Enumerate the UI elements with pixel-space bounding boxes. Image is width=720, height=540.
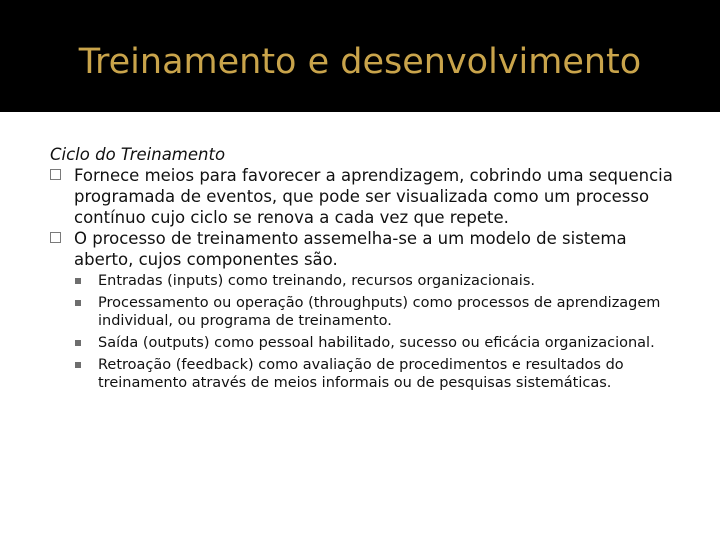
square-filled-icon: [75, 362, 81, 368]
square-outline-icon: [50, 232, 61, 243]
bullet-item: [50, 165, 690, 228]
sub-bullet-text: Entradas (inputs) como treinando, recursos organizacionais.: [98, 273, 535, 289]
title-bar: [0, 0, 720, 112]
sub-bullet-item: [75, 334, 680, 352]
bullet-text: Fornece meios para favorecer a aprendizagem, cobrindo uma sequencia programada de eventos, que pode ser visualizada como um processo contínuo cujo ciclo se renova a cada vez que repete.: [74, 166, 673, 227]
slide-content: [50, 144, 690, 396]
slide-title: Treinamento e desenvolvimento: [78, 42, 642, 82]
sub-bullet-text: Saída (outputs) como pessoal habilitado, sucesso ou eficácia organizacional.: [98, 335, 655, 351]
square-outline-icon: [50, 169, 61, 180]
sub-bullet-item: [75, 272, 680, 290]
sub-bullet-item: [75, 294, 680, 330]
sub-bullet-text: Processamento ou operação (throughputs) como processos de aprendizagem individual, ou programa de treinamento.: [98, 295, 661, 329]
section-subtitle: Ciclo do Treinamento: [50, 145, 226, 164]
square-filled-icon: [75, 300, 81, 306]
sub-bullet-item: [75, 356, 680, 392]
bullet-text: O processo de treinamento assemelha-se a um modelo de sistema aberto, cujos componentes são.: [74, 229, 627, 269]
sub-bullet-list: [50, 272, 680, 392]
bullet-item: [50, 228, 690, 270]
sub-bullet-text: Retroação (feedback) como avaliação de procedimentos e resultados do treinamento através de meios informais ou de pesquisas sistemáticas.: [98, 357, 624, 391]
square-filled-icon: [75, 340, 81, 346]
square-filled-icon: [75, 278, 81, 284]
bullet-list: [50, 165, 690, 270]
